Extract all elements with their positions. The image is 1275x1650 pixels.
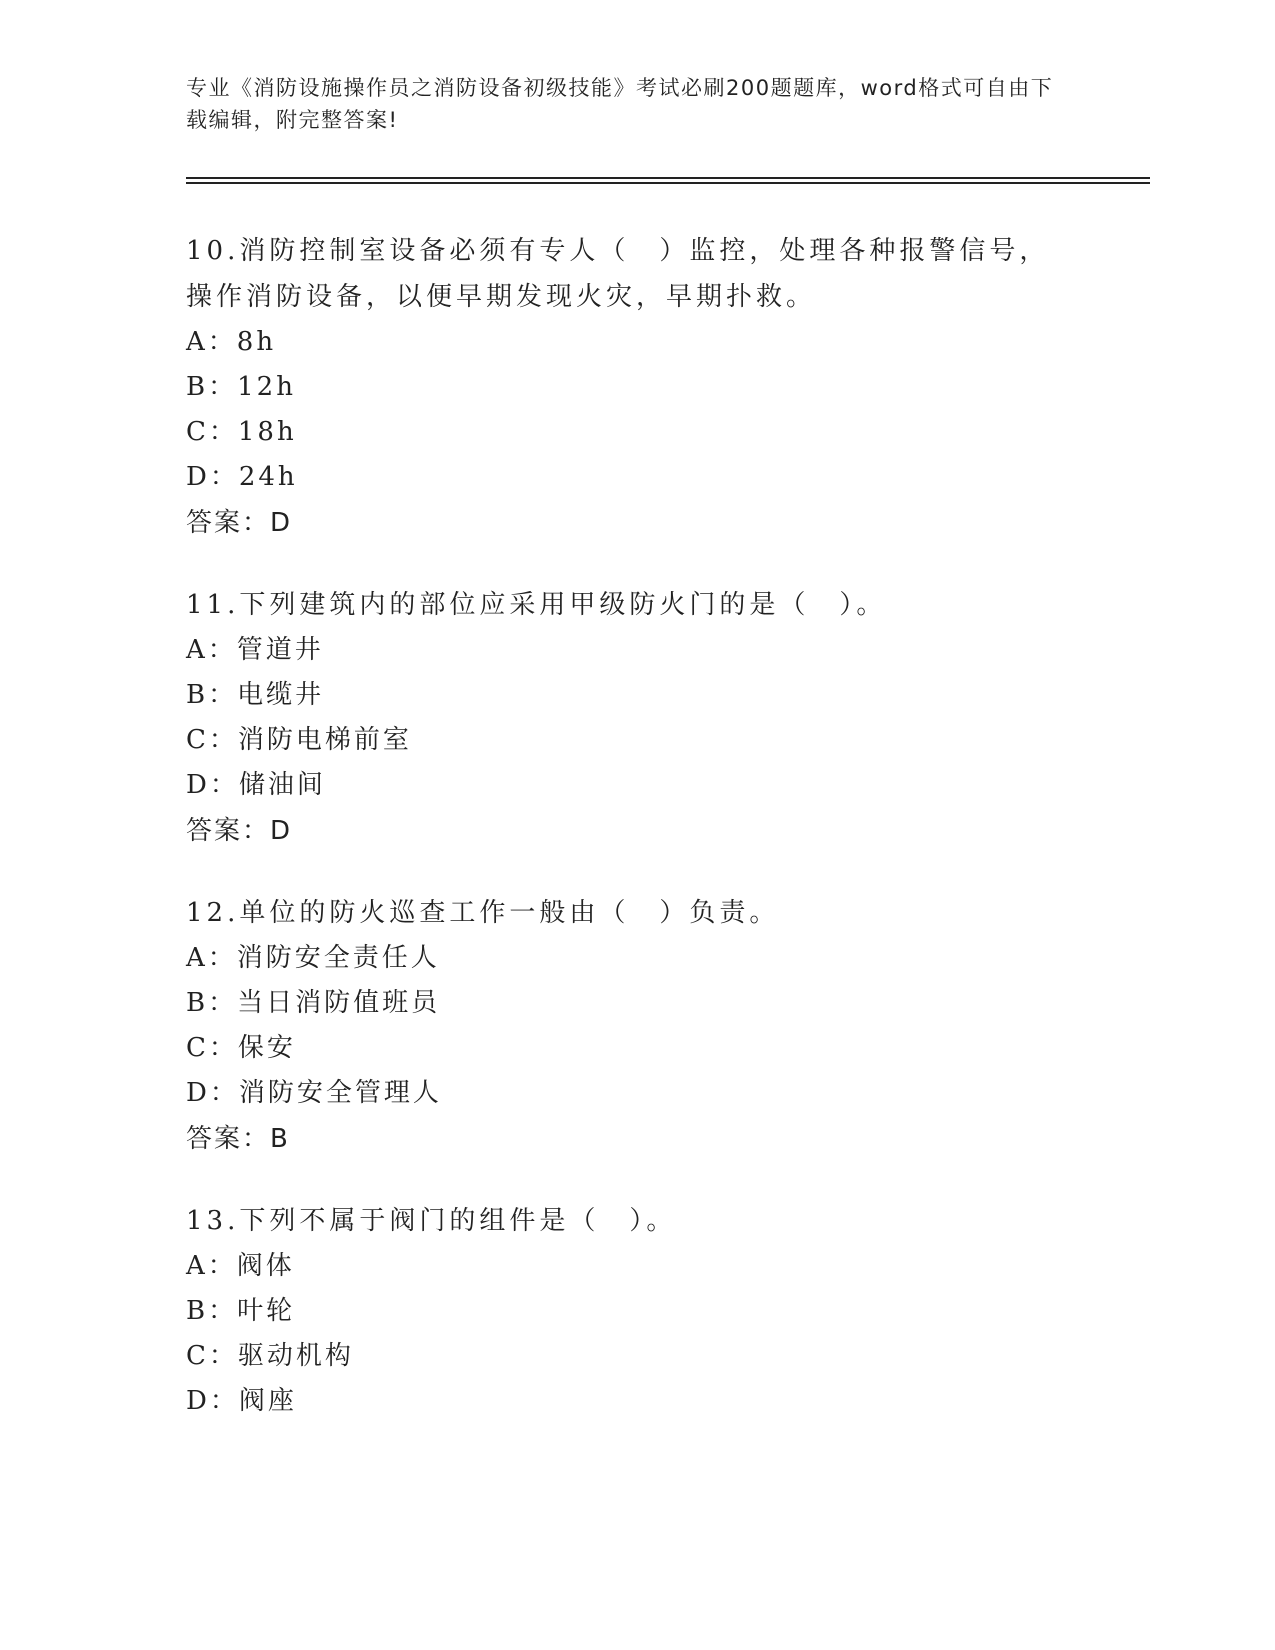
- answer-line: 答案：B: [186, 1124, 290, 1154]
- question-12: [186, 890, 1076, 1162]
- option-c: C：18h: [186, 417, 297, 447]
- option-c: C：消防电梯前室: [186, 725, 412, 755]
- answer-line: 答案：D: [186, 816, 293, 846]
- option-b: B：电缆井: [186, 680, 325, 710]
- option-d: D：消防安全管理人: [186, 1078, 442, 1108]
- question-10: [186, 228, 1076, 546]
- answer-line: 答案：D: [186, 508, 293, 538]
- option-b: B：叶轮: [186, 1296, 296, 1326]
- option-d: D：阀座: [186, 1386, 297, 1416]
- question-11: [186, 582, 1076, 854]
- question-stem: 12.单位的防火巡查工作一般由（ ）负责。: [186, 898, 780, 928]
- question-stem: 11.下列建筑内的部位应采用甲级防火门的是（ ）。: [186, 590, 887, 620]
- option-a: A：消防安全责任人: [186, 943, 440, 973]
- option-c: C：保安: [186, 1033, 296, 1063]
- header-divider-top: [186, 177, 1150, 179]
- option-d: D：24h: [186, 462, 298, 492]
- option-b: B：12h: [186, 372, 296, 402]
- option-a: A：8h: [186, 327, 277, 357]
- question-13: [186, 1198, 1076, 1424]
- document-header: 专业《消防设施操作员之消防设备初级技能》考试必刷200题题库，word格式可自由下载编辑，附完整答案!: [186, 76, 1054, 132]
- option-a: A：阀体: [186, 1251, 295, 1281]
- question-stem: 13.下列不属于阀门的组件是（ ）。: [186, 1206, 677, 1236]
- option-a: A：管道井: [186, 635, 324, 665]
- question-stem: 10.消防控制室设备必须有专人（ ）监控，处理各种报警信号，操作消防设备，以便早期发现火灾，早期扑救。: [186, 236, 1050, 312]
- header-divider-bottom: [186, 182, 1150, 184]
- option-d: D：储油间: [186, 770, 326, 800]
- option-c: C：驱动机构: [186, 1341, 354, 1371]
- option-b: B：当日消防值班员: [186, 988, 441, 1018]
- question-list: [186, 228, 1076, 1460]
